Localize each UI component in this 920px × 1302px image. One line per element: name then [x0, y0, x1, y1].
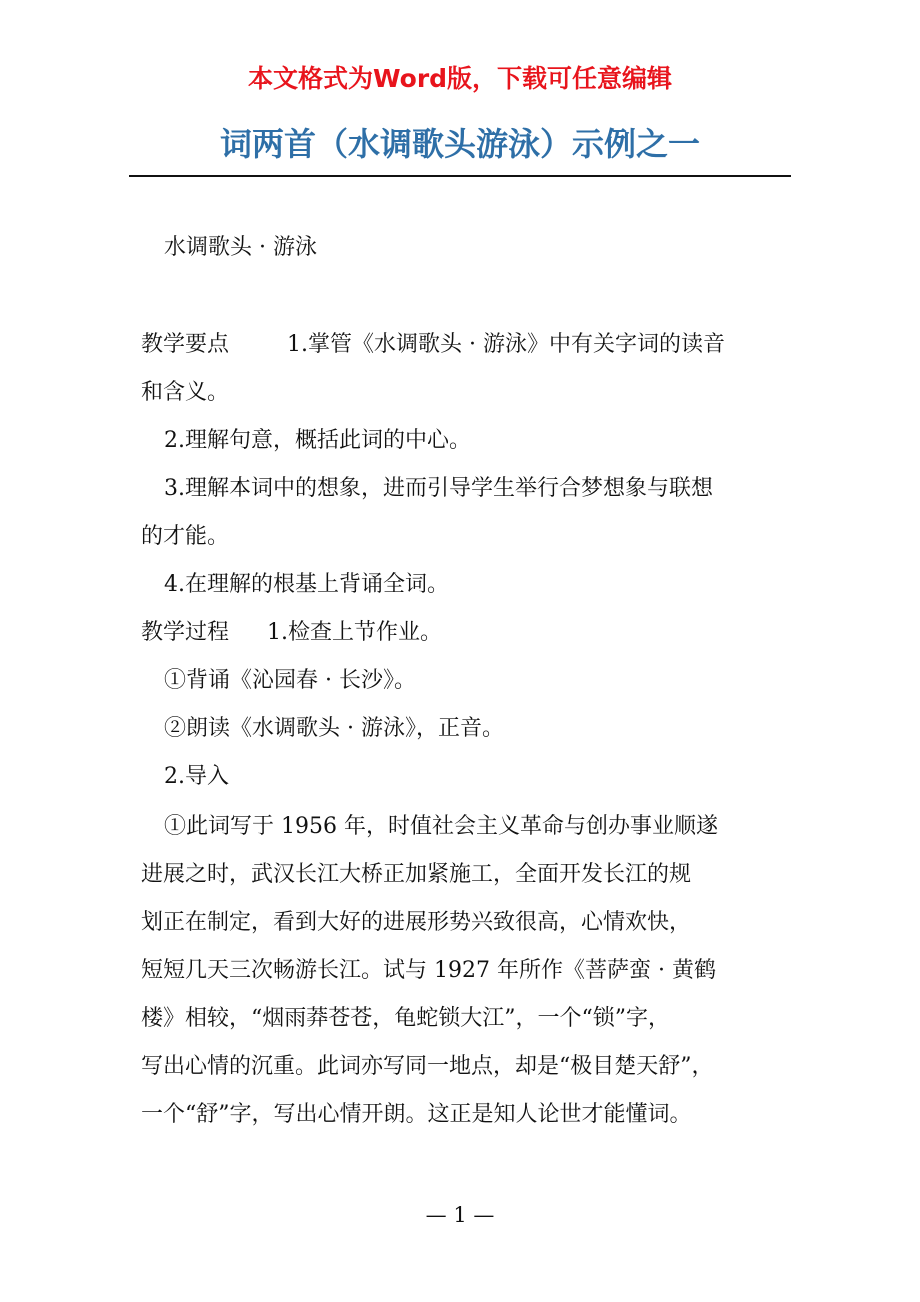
section-label-teaching-process: 教学过程 [141, 620, 230, 645]
paragraph-line: 写出心情的沉重。此词亦写同一地点，却是“极目楚天舒”， [141, 1054, 714, 1079]
teaching-point-1: 1.掌管《水调歌头 · 游泳》中有关字词的读音 [287, 332, 725, 357]
teaching-process-first-line [141, 618, 442, 648]
process-step-1a: ①背诵《沁园春 · 长沙》。 [164, 668, 416, 693]
document-title: 词两首（水调歌头游泳）示例之一 [219, 125, 700, 163]
process-step-1: 1.检查上节作业。 [267, 620, 443, 645]
poem-subtitle: 水调歌头 · 游泳 [164, 235, 317, 260]
paragraph-line: 划正在制定，看到大好的进展形势兴致很高，心情欢快， [141, 910, 692, 935]
process-step-2: 2.导入 [164, 764, 229, 789]
paragraph-line: 短短几天三次畅游长江。试与 1927 年所作《菩萨蛮 · 黄鹤 [141, 958, 716, 983]
teaching-points-first-line [141, 330, 725, 360]
paragraph-line: 楼》相较，“烟雨莽苍苍，龟蛇锁大江”，一个“锁”字， [141, 1006, 670, 1031]
paragraph-line: ①此词写于 1956 年，时值社会主义革命与创办事业顺遂 [164, 814, 718, 839]
title-underline-rule [129, 175, 791, 177]
teaching-point-1-continued: 和含义。 [141, 380, 230, 405]
teaching-point-3-continued: 的才能。 [141, 524, 230, 549]
teaching-point-2: 2.理解句意，概括此词的中心。 [164, 428, 471, 453]
process-step-1b: ②朗读《水调歌头 · 游泳》，正音。 [164, 716, 504, 741]
teaching-point-4: 4.在理解的根基上背诵全词。 [164, 572, 449, 597]
section-label-teaching-points: 教学要点 [141, 332, 230, 357]
format-note: 本文格式为Word版，下载可任意编辑 [247, 64, 673, 93]
paragraph-line: 一个“舒”字，写出心情开朗。这正是知人论世才能懂词。 [141, 1102, 692, 1127]
page-number: — 1 — [425, 1203, 495, 1227]
paragraph-line: 进展之时，武汉长江大桥正加紧施工，全面开发长江的规 [141, 862, 692, 887]
teaching-point-3: 3.理解本词中的想象，进而引导学生举行合梦想象与联想 [164, 476, 713, 501]
